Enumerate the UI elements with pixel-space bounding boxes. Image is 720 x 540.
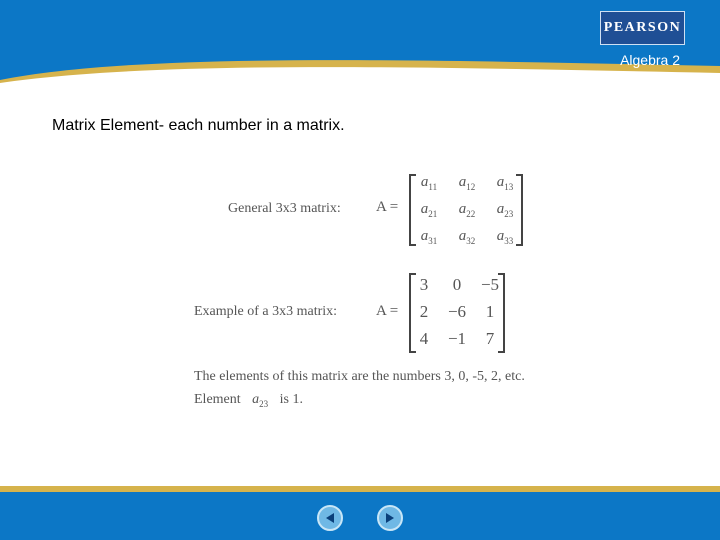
note-line-2 <box>194 392 303 409</box>
general-matrix-element: $a_{12}$ <box>458 174 476 192</box>
header-banner <box>0 0 720 85</box>
example-matrix-lhs: A = <box>376 303 399 319</box>
example-matrix-element: 2 <box>419 302 429 321</box>
general-matrix-element: $a_{33}$ <box>496 228 514 246</box>
general-matrix-element: $a_{21}$ <box>420 201 438 219</box>
course-title: Algebra 2 <box>620 52 680 68</box>
general-matrix-element: $a_{11}$ <box>420 174 438 192</box>
pearson-logo: PEARSON <box>600 11 685 45</box>
slide-heading: Matrix Element- each number in a matrix. <box>52 117 345 134</box>
footer-gold-band <box>0 486 720 492</box>
general-matrix-element: $a_{23}$ <box>496 201 514 219</box>
example-matrix-label: Example of a 3x3 matrix: <box>194 304 338 319</box>
forward-arrow-icon <box>384 512 396 524</box>
note-element: $a_{23}$ <box>252 392 269 409</box>
example-matrix-element: −1 <box>447 329 467 348</box>
general-matrix-label: General 3x3 matrix: <box>228 201 341 216</box>
back-button[interactable] <box>317 505 343 531</box>
example-matrix-element: −5 <box>480 275 500 294</box>
general-matrix-element: $a_{32}$ <box>458 228 476 246</box>
example-matrix-element: 0 <box>452 275 462 294</box>
footer-bar <box>0 486 720 540</box>
general-matrix-lhs: A = <box>376 199 399 215</box>
example-matrix-element: −6 <box>447 302 467 321</box>
back-arrow-icon <box>324 512 336 524</box>
note-line-1: The elements of this matrix are the numbers 3, 0, -5, 2, etc. <box>194 369 525 384</box>
forward-button[interactable] <box>377 505 403 531</box>
example-matrix-element: 1 <box>485 302 495 321</box>
general-matrix-element: $a_{31}$ <box>420 228 438 246</box>
example-matrix-element: 3 <box>419 275 429 294</box>
general-matrix-element: $a_{22}$ <box>458 201 476 219</box>
note-prefix: Element <box>194 392 241 407</box>
general-matrix-element: $a_{13}$ <box>496 174 514 192</box>
note-suffix: is 1. <box>279 392 303 407</box>
example-matrix-element: 7 <box>485 329 495 348</box>
example-matrix-element: 4 <box>419 329 429 348</box>
